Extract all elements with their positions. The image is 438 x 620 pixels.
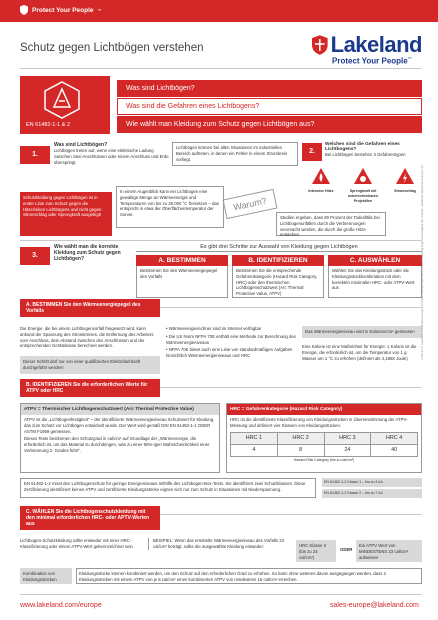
hazard-shock xyxy=(388,168,422,194)
atpv-text-2: Dieses Tests bestimmen den Schutzgrad in cal/cm² auf Grundlage der „Wärmeenergie, die erforderlich ist, um das Material zu durchdringen, was zu einer 50%-igen Wahrscheinlichkeit einer Verbrennung 2. Grades führt". xyxy=(24,436,210,453)
hrc-caption: Hazard Risk Category (bis zu cal/cm²) xyxy=(293,457,355,462)
logo-tagline xyxy=(332,56,422,66)
hazard-heat xyxy=(304,168,338,194)
lightning-icon xyxy=(396,168,414,184)
section-a-bullets xyxy=(166,326,296,359)
hrc-header-cell: HRC 2 xyxy=(277,432,324,444)
step-c-label: C. AUSWÄHLEN xyxy=(328,255,422,266)
bullet-text: Die US Norm NFPA 70E enthält eine Methode zur Berechnung des Wärmeenergieniveaus xyxy=(166,333,296,345)
section-1-middle: Lichtbögen können bei allen Situationen im industriellen Bereich auftreten, in denen ein Fehler in einem Stromkreis vorliegt. xyxy=(172,142,298,166)
section-3-title: Wie wählt man die korrekte Kleidung zum Schutz gegen Lichtbögen? xyxy=(54,244,121,262)
footer-email[interactable]: sales-europe@lakeland.com xyxy=(330,602,419,609)
shield-icon xyxy=(20,5,28,15)
section-1-number: 1. xyxy=(20,146,50,164)
hrc-header-cell: HRC 3 xyxy=(324,432,371,444)
header-brand xyxy=(20,5,102,15)
bullet-item: • Wärmeenergierechner sind im Internet verfügbar xyxy=(166,326,262,331)
lakeland-logo xyxy=(312,32,422,66)
en2-text: EN 61482-1-2 misst den Lichtbogenschutz für geringe Energieniveaus mithilfe des Lichtbogen-Box-Tests. Sie identifiziert zwei Schutzklassen. Diese Zertifizierung identifiziert keinen ATPV und zertifizierte Kleidungsstücke eignen sich nur zum Schutz in Situationen mit Niederspannung. xyxy=(20,478,316,498)
step-b xyxy=(232,255,324,298)
top-bar xyxy=(0,0,438,22)
hazard-blast xyxy=(342,168,384,204)
section-c-example: BEISPIEL: Wenn das ermittelte Wärmeenergieniveau des Vorfalls 23 cal/cm² beträgt, sollte die ausgewählte Kleidung entweder: xyxy=(148,538,288,550)
atpv-text-1: ATPV ist die „Lichtbogenfestigkeit" – der identifizierte Wärmeenergieniveau Schutzwert für Kleidung, das zum Schutz vor Lichtbögen entwickelt wurde. Der Wert wird gemäß DIN EN 61482-1-1 ODER ASTM F1959 gemessen. xyxy=(24,417,215,434)
step-a-text: Bestimmen Sie den Wärmeenergiepegel des Vorfalls xyxy=(136,266,228,298)
hrc-value-cell: 24 xyxy=(324,444,371,456)
divider xyxy=(160,514,422,515)
step-b-label: B. IDENTIFIZIEREN xyxy=(232,255,324,266)
hrc-title: HRC = Gefahrenkategorie (Hazard Risk Category) xyxy=(227,404,421,415)
hrc-value-row xyxy=(231,444,418,456)
section-2-body: Bei Lichtbögen bestehen 3 Gefahrentypen xyxy=(325,152,406,157)
section-a-left-note: Dieser Schritt darf nur von einer qualifizierten Elektrofachkraft durchgeführt werden! xyxy=(20,356,160,374)
hrc-header-cell: HRC 1 xyxy=(231,432,278,444)
option-atpv: Ein ATPV Wert von MINDESTENS 23 cal/cm² aufweisen xyxy=(356,540,422,562)
explosion-icon xyxy=(354,168,372,184)
bullet-text: Wärmeenergierechner sind im Internet verfügbar xyxy=(168,326,262,331)
section-c-bar: C. WÄHLEN Sie die Lichtbogenschutzkleidung mit den minimal erforderlichen HRC- oder APTV-Werten aus xyxy=(20,506,160,530)
en2-class-2: EN 61482-1-2 Klasse 2 – bis zu 7 kA xyxy=(322,489,422,498)
step-c xyxy=(328,255,422,298)
atpv-title: ATPV = Thermischer Lichtbogenschutzwert (Arc Thermal Protective Value) xyxy=(21,404,219,415)
divider xyxy=(20,240,422,241)
logo-name: Lakeland xyxy=(330,32,422,57)
section-2-text xyxy=(325,142,423,158)
warum-label: Warum? xyxy=(222,189,277,219)
section-3-intro: Es gibt drei Schritte zur Auswahl von Kleidung gegen Lichtbögen xyxy=(136,244,422,252)
hrc-header-row xyxy=(231,432,418,444)
flame-icon xyxy=(312,168,330,184)
lakeland-shield-icon xyxy=(312,35,328,55)
question-2-bar: Was sind die Gefahren eines Lichtbogens? xyxy=(117,98,422,115)
logo-wordmark xyxy=(312,32,422,58)
section-2-title: Welches sind die Gefahren eines Lichtbogens? xyxy=(325,142,400,152)
hrc-text: HRC ist die identifizierte Klassifizierung von Kleidungsstücken in Übereinstimmung der ATPV-Messung und definiert vier Klassen von Kleidungsstücken. xyxy=(230,417,408,428)
step-c-text: Wählen Sie das Kleidungsstück oder die Kleidungsstückkombination mit dem korrekten minimalen HRC- oder ATPV-Wert aus xyxy=(328,266,422,298)
warum-left-note: Schutzkleidung gegen Lichtbögen ist in erster Linie zum Schutz gegen die Hitzerisiken Lichtbögens und nicht gegen Stromschlag oder Sprengkraft ausgelegt! xyxy=(20,192,112,236)
option-hrc3: HRC Klasse 3 (bis zu 24 cal/cm²) xyxy=(296,540,336,562)
section-3-number: 3. xyxy=(20,247,50,265)
hrc-box xyxy=(226,403,422,473)
hazard-shock-label: Stromschlag xyxy=(394,189,416,193)
section-1-body: Lichtbögen treten auf, wenn eine elektrische Ladung zwischen zwei Anschlüssen oder einem Anschluss und Erde überspringt. xyxy=(54,148,169,165)
section-2-number: 2. xyxy=(302,143,322,161)
question-1-bar: Was sind Lichtbögen? xyxy=(117,80,422,97)
combo-text: Kleidungsstücke können kombiniert werden, um den Schutz auf den erforderlichen Grad zu erhöhen. So kann ohne weiteres davon ausgegangen werden, dass 2 Kleidungsstücken mit einem ATPV von je 8 cal/cm² einen kombinierten ATPV von mindestens 16 cal/cm² erreichen. xyxy=(76,568,422,584)
standard-label: EN 61482-1-1 & 2 xyxy=(26,122,71,128)
arc-flash-hood-icon xyxy=(42,80,82,120)
oder-label: ODER xyxy=(340,547,353,552)
page-title: Schutz gegen Lichtbögen verstehen xyxy=(20,42,204,54)
hrc-value-cell: 40 xyxy=(371,444,418,456)
section-a-bar: A. BESTIMMEN Sie den Wärmeenergiepegel des Vorfalls xyxy=(20,299,160,317)
en2-class-1: EN 61482-1-2 Klasse 1 – bis zu 4 kA xyxy=(322,478,422,487)
hrc-value-cell: 4 xyxy=(231,444,278,456)
section-1-text xyxy=(54,142,169,165)
side-legal-text: LT02-31 © Lakeland Industries Europe Ltd 2019 Lakeland gibt keine Gewährleistung bzgl. Genauigkeit der Inhalte. Lakeland Industries Europe Ltd xyxy=(420,165,424,360)
section-a-right-note: Das Wärmeenergieniveau wird in Kalorien/cm² gemessen xyxy=(302,326,422,338)
atpv-box xyxy=(20,403,220,473)
divider xyxy=(20,68,422,69)
hrc-value-cell: 8 xyxy=(277,444,324,456)
hazard-heat-label: Intensive Hitze xyxy=(308,189,334,193)
section-1-title: Was sind Lichtbögen? xyxy=(54,142,108,148)
step-a xyxy=(136,255,228,298)
step-b-text: Bestimmen Sie die entsprechende Gefahrenkategorie (Hazard Risk Category, HRC) oder den thermischen Lichtbogenschutzwert (Arc Thermal Protective Value, ATPV) xyxy=(232,266,324,298)
question-3-bar: Wie wählt man Kleidung zum Schutz gegen Lichtbögen aus? xyxy=(117,116,422,133)
combo-label: Kombination von Kleidungsstücken xyxy=(20,568,72,584)
bullet-text: NFPA 70E bietet auch eine Liste von standardmäßigen Aufgaben hinsichtlich Wärmeenergieniveaus und HRC xyxy=(166,347,293,359)
logo-tagline-text: Protect Your People xyxy=(332,56,408,66)
warum-middle: In einem Augenblick kann ein Lichtbogen eine gewaltige Menge an Wärmeenergie und Temperaturen von bis zu 35.000 °C freisetzen – das entspricht in etwa der Oberflächentemperatur der Sonne. xyxy=(116,186,224,228)
divider xyxy=(160,307,422,308)
section-a-left: Die Energie, die bei einem Lichtbogenvorfall freigesetzt wird, kann anhand der Spannung des Stromkreises, die Entfernung des Arbeiters vom Anschluss, dem Abstand zwischen den Anschlüssen und der entsprechenden Gerätekasse berechnet werden. xyxy=(20,326,154,349)
standard-block xyxy=(20,76,110,134)
step-a-label: A. BESTIMMEN xyxy=(136,255,228,266)
hrc-header-cell: HRC 4 xyxy=(371,432,418,444)
hazard-icons xyxy=(300,168,424,208)
divider xyxy=(160,387,422,388)
warum-right: Studien ergeben, dass 80 Prozent der Todesfälle bei Lichtbogenunfällen durch die Verbrennungen verursacht werden, die durch die große Hitze entstehen. xyxy=(276,212,386,236)
hazard-blast-label: Sprengkraft mit unberechenbaren Projektilen xyxy=(347,189,379,203)
divider xyxy=(20,594,422,595)
footer-website[interactable]: www.lakeland.com/europe xyxy=(20,602,102,609)
header-brand-tm: ™ xyxy=(97,7,102,13)
bullet-item: • Die US Norm NFPA 70E enthält eine Methode zur Berechnung des Wärmeenergieniveaus xyxy=(166,333,296,345)
section-c-left: Lichtbogen-Schutzkleidung sollte entweder mit einer HRC-Klassifizierung oder einem ATPV-Wert gekennzeichnet sein. xyxy=(20,538,135,549)
section-a-right: Eine Kalorie ist eine Maßeinheit für Energie: 1 Kalorie ist die Energie, die erforderlich ist, um die Temperatur von 1 g Wasser um 1 °C zu erhöhen (definiert als 4,1868 Joule) xyxy=(302,344,417,361)
bullet-item: • NFPA 70E bietet auch eine Liste von standardmäßigen Aufgaben hinsichtlich Wärmeenergieniveaus und HRC xyxy=(166,347,293,359)
hrc-table xyxy=(230,432,418,457)
logo-tm: ™ xyxy=(407,56,412,61)
section-b-bar: B. IDENTIFIZIEREN Sie die erforderlichen Werte für ATPV oder HRC xyxy=(20,379,160,397)
header-brand-text: Protect Your People xyxy=(32,6,94,14)
